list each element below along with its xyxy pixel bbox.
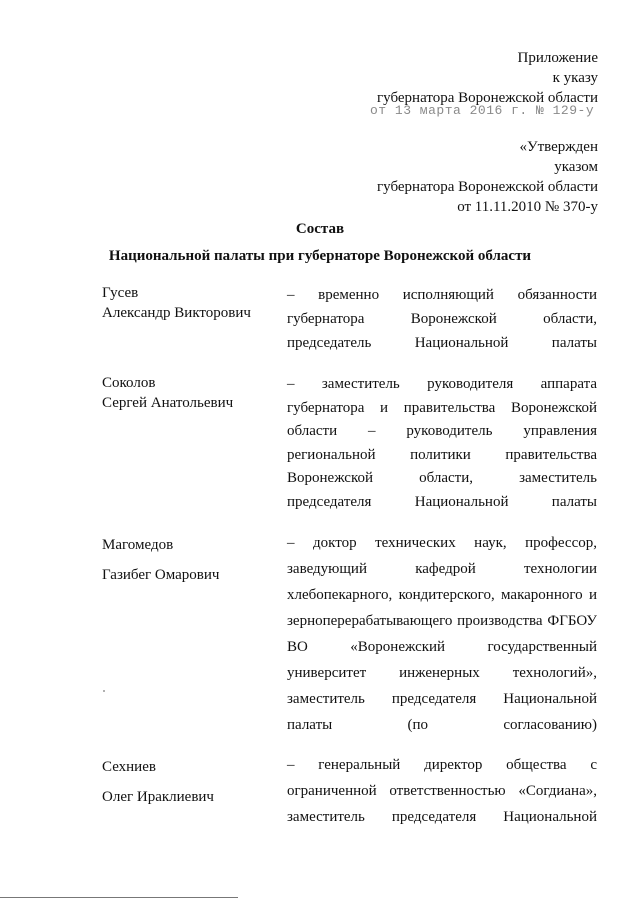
approval-line-1: «Утвержден	[519, 139, 598, 155]
member-role: – доктор технических наук, профессор, заведующий кафедрой технологии хлебопекарного, кондитерского, макаронного и зерноперерабатывающего производства ФГБОУ ВО «Воронежский государственный университет инженерных технологий», заместитель председателя Национальной палаты (по согласованию)	[287, 535, 597, 733]
member-given-name: Сергей Анатольевич	[102, 395, 234, 411]
appendix-to-decree: к указу	[552, 70, 598, 86]
document-title: Состав	[295, 221, 345, 237]
member-given-name: Александр Викторович	[102, 305, 251, 321]
appendix-label: Приложение	[517, 50, 598, 66]
member-given-name: Олег Ираклиевич	[102, 789, 214, 805]
approval-line-3: губернатора Воронежской области	[377, 179, 598, 195]
member-surname: Соколов	[102, 375, 156, 391]
approval-block	[377, 137, 598, 217]
member-name	[102, 283, 251, 323]
approval-line-4: от 11.11.2010 № 370-у	[457, 199, 598, 215]
member-surname: Магомедов	[102, 537, 174, 553]
appendix-header	[377, 48, 598, 108]
document-subtitle: Национальной палаты при губернаторе Воронежской области	[108, 248, 532, 264]
member-role: – генеральный директор общества с ограниченной ответственностью «Согдиана», заместитель председателя Национальной	[287, 757, 597, 825]
member-name	[102, 752, 214, 812]
member-surname: Сехниев	[102, 759, 156, 775]
member-given-name: Газибег Омарович	[102, 567, 220, 583]
member-role: – заместитель руководителя аппарата губернатора и правительства Воронежской области – руководитель управления региональной политики правительства Воронежской области, заместитель председателя Национальной палаты	[287, 376, 597, 510]
member-name	[102, 530, 219, 590]
decree-date-stamp: от 13 марта 2016 г. № 129-у	[370, 103, 595, 118]
member-surname: Гусев	[102, 285, 139, 301]
member-name	[102, 373, 233, 413]
approval-line-2: указом	[554, 159, 598, 175]
appendix-governor: губернатора Воронежской области	[377, 90, 598, 106]
scan-speck	[103, 690, 105, 692]
footnote-rule	[0, 897, 238, 898]
member-role: – временно исполняющий обязанности губернатора Воронежской области, председатель Национальной палаты	[287, 287, 597, 351]
